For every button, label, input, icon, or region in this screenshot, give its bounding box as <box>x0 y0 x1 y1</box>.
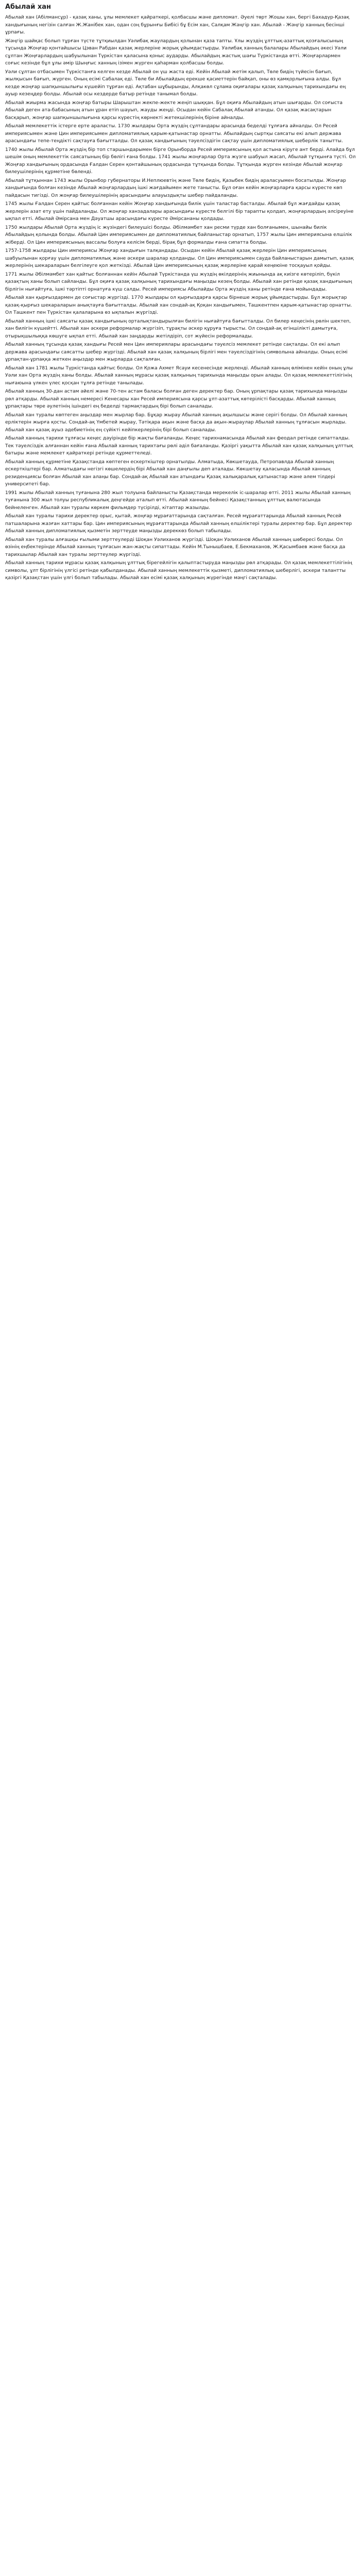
article-paragraph: Абылай ханның ішкі саясаты қазақ хандығының орталықтандырылған билігін нығайтуға бағытталды. Ол билер кеңесінің рөлін шектеп, хан билігін күшейтті. Абылай хан әскери реформалар жүргізіп, тұрақты әскер құруға тырысты. Ол сондай-ақ егіншілікті дамытуға, отырықшылыққа көшуге ықпал етті. Абылай хан заңдарды жетілдіріп, сот жүйесін реформалады. <box>5 318 351 339</box>
article-paragraph: 1745 жылы Ғалдан Серен қайтыс болғаннан кейін Жоңғар хандығында билік үшін таластар басталды. Абылай бұл жағдайды қазақ жерлерін азат ету үшін пайдаланды. Ол жоңғар ханзадалары арасындағы күресте белгілі бір тарапты қолдап, жоңғарлардың әлсіреуіне ықпал етті. Абылай Әмірсана мен Дәуатшы арасындағы күресте Әмірсананы қолдады. <box>5 201 354 222</box>
article-paragraph: Абылай хан қырғыздармен де соғыстар жүргізді. 1770 жылдары ол қырғыздарға қарсы бірнеше жорық ұйымдастырды. Бұл жорықтар қазақ-қырғыз шекараларын анықтауға бағытталды. Абылай хан сондай-ақ Қоқан хандығымен, Ташкентпен қарым-қатынастар орнатты. Ол Ташкент пен Түркістан қалаларына өз ықпалын жүргізді. <box>5 295 352 315</box>
article-paragraph: 1757-1758 жылдары Цин империясы Жоңғар хандығын талқандады. Осыдан кейін Абылай қазақ жерлерін Цин империясының шабуылынан қорғау үшін дипломатиялық және әскери шаралар қолданды. Ол Цин империясымен сауда байланыстарын дамытып, қазақ жерлерінің шекараларын белгілеуге қол жеткізді. Абылай Цин империясының қазақ жерлеріне қарай кеңеюіне тосқауыл қойды. <box>5 248 354 268</box>
article-paragraph: Абылай хан туралы көптеген аңыздар мен жырлар бар. Бұқар жырау Абылай ханның ақылшысы және серігі болды. Ол Абылай ханның ерліктерін жырға қосты. Сондай-ақ Үмбетей жырау, Тәтіқара ақын және басқа да ақын-жыраулар Абылай ханның тұлғасын жырлады. Абылай хан қазақ ауыз әдебиетінің ең сүйікті кейіпкерлерінің бірі болып саналады. <box>5 412 347 433</box>
article-paragraph: Абылай ханның тарихи мұрасы қазақ халқының ұлттық бірегейлігін қалыптастыруда маңызды рөл атқарады. Ол қазақ мемлекеттілігінің символы, ұлт бірлігінің үлгісі ретінде қабылданады. Абылай ханның мемлекеттік қызметі, дипломатиялық шеберлігі, әскери талантты қазіргі Қазақстан үшін үлгі болып табылады. Абылай хан есімі қазақ халқының жүрегінде мәңгі сақталады. <box>5 560 352 581</box>
article-body <box>5 14 356 582</box>
article-paragraph: Жәңгір шайқас болып тұрған түсте тұтқиылдан Уәлибақ жаулардың қолынан қаза тапты. Ұлы жүздің ұлттық-азаттық қозғалысының тұсында Жоңғар қонтайшысы Цэван Рабдан қазақ жерлеріне жорық ұйымдастырды. Уәлибақ ханның балалары Абылайдың әкесі Уәли сұлтан Жоңғарлардың шабуылынан Түркістан қаласына қоныс аударды. Абылайдың жастық шағы Түркістанда өтті. Жоңғарлармен соғыс кезінде бұл ұлы әмір Шыңғыс ханның ізімен жүрген қаһарман қолбасшы болды. <box>5 38 347 66</box>
article-paragraph: Абылай мемлекеттік істерге ерте араласты. 1730 жылдары Орта жүздің сұлтандары арасында беделді тұлғаға айналды. Ол Ресей империясымен және Цин империясымен дипломатиялық қарым-қатынастар орнатты. Абылайдың сыртқы саясаты екі алып держава арасындағы тепе-теңдікті сақтауға бағытталды. Ол қазақ хандығының тәуелсіздігін сақтау үшін дипломатиялық шеберлік танытты. <box>5 123 343 144</box>
article-paragraph: 1750 жылдары Абылай Орта жүздің іс жүзіндегі билеушісі болды. Әбілмәмбет хан ресми түрде хан болғанымен, шынайы билік Абылайдың қолында болды. Абылай Цин империясымен де дипломатиялық байланыстар орнатып, 1757 жылы Цин империясына елшілік жіберді. Ол Цин империясының вассалы болуға келісім берді, бірақ бұл формалды ғана сипатта болды. <box>5 224 352 245</box>
article-paragraph: Абылай ханның тұсында қазақ хандығы Ресей мен Цин империялары арасындағы тәуелсіз мемлекет ретінде сақталды. Ол екі алып держава арасындағы саясатты шебер жүргізді. Абылай хан қазақ халқының бірлігі мен тәуелсіздігінің символына айналды. Оның есімі ұрпақтан-ұрпаққа жеткен аңыздар мен жырларда сақталған. <box>5 342 348 362</box>
article-paragraph: Абылай ханның құрметіне Қазақстанда көптеген ескерткіштер орнатылды. Алматыда, Көкшетауда, Петропавлда Абылай ханның ескерткіштері бар. Алматыдағы негізгі көшелердің бірі Абылай хан даңғылы деп аталады. Көкшетау қаласында Абылай ханның резиденциясы болған Абылай хан алаңы бар. Сондай-ақ Абылай хан атындағы Қазақ халықаралық қатынастар және әлем тілдері университеті бар. <box>5 459 335 487</box>
article-paragraph: Абылай хан (Абілмансұр) - қазақ ханы, ұлы мемлекет қайраткері, қолбасшы және дипломат. Әуелі төрт Жошы хан, бергі Бахадүр-Қазақ хандығының негізін салған Ж.Жанібек хан, одан соң бұрынғы Бибісі бұ Есім хан, Салқам Жәңгір хан. Абылай - Жәңгір ханның бесінші ұрпағы. <box>5 14 350 35</box>
article-paragraph: 1991 жылы Абылай ханның туғанына 280 жыл толуына байланысты Қазақстанда мерекелік іс-шаралар өтті. 2011 жылы Абылай ханның туғанына 300 жыл толуы республикалық деңгейде аталып өтті. Абылай ханның бейнесі Қазақстанның ұлттық валютасында бейнеленген. Абылай хан туралы көркем фильмдер түсірілді, кітаптар жазылды. <box>5 489 351 511</box>
article-paragraph: Абылай ханның тарихи тұлғасы кеңес дәуірінде бір жақты бағаланды. Кеңес тарихнамасында Абылай хан феодал ретінде сипатталды. Тек тәуелсіздік алғаннан кейін ғана Абылай ханның тарихтағы рөлі әділ бағаланды. Қазіргі уақытта Абылай хан қазақ халқының ұлттық батыры және мемлекет қайраткері ретінде құрметтеледі. <box>5 435 353 456</box>
article-paragraph: 1740 жылы Абылай Орта жүздің бір топ старшындарымен бірге Орынборда Ресей империясының қол астына кіруге ант берді. Алайда бұл шешім оның мемлекеттік саясатының бір бөлігі ғана болды. 1741 жылы жоңғарлар Орта жүзге шабуыл жасап, Абылай тұтқынға түсті. Ол Жоңғар хандығының ордасында Ғалдан Серен қонтайшының ордасында тұтқында болды. Тұтқында жүрген кезінде Абылай жоңғар билеушілерінің құрметіне бөленді. <box>5 146 356 175</box>
article-paragraph: Уәли сұлтан отбасымен Түркістанға келген кезде Абылай он үш жаста еді. Кейін Абылай жетім қалып, Төле бидің түйесін бағып, жылқысын бағып, жүрген. Оның есімі Сабалақ еді. Төле би Абылайдың ерекше қасиеттерін байқап, оны өз қамқорлығына алды. Бұл кезде жоңғар шапқыншылығы күшейіп тұрған еді. Ақтабан шұбырынды, Алқакөл сұлама оқиғалары қазақ халқының тарихындағы ең ауыр кезеңдер болды. Абылай осы кездерде батыр ретінде танымал болды. <box>5 69 346 97</box>
article-paragraph: Абылай ханның 30-дан астам әйелі және 70-тен астам баласы болған деген деректер бар. Оның ұрпақтары қазақ тарихында маңызды рөл атқарды. Абылай ханның немересі Кенесары хан Ресей империясына қарсы ұлт-азаттық көтерілісті басқарды. Абылай ханның ұрпақтары төре әулетінің ішіндегі ең беделді тармақтардың бірі болып саналады. <box>5 388 348 409</box>
article-paragraph: Абылай хан 1781 жылы Түркістанда қайтыс болды. Ол Қожа Ахмет Ясауи кесенесінде жерленді. Абылай ханның өлімінен кейін оның ұлы Уәли хан Орта жүздің ханы болды. Абылай ханның мұрасы қазақ халқының тарихында маңызды орын алады. Ол қазақ мемлекеттілігінің нығаюына үлкен үлес қосқан тұлға ретінде танылады. <box>5 365 353 386</box>
article <box>0 0 361 588</box>
article-title: Абылай хан <box>5 3 51 11</box>
article-paragraph: Абылай хан туралы алғашқы ғылыми зерттеулерді Шоқан Уәлиханов жүргізді. Шоқан Уәлиханов Абылай ханның шөбересі болды. Ол өзінің еңбектерінде Абылай ханның тұлғасын жан-жақты сипаттады. Кейін М.Тынышбаев, Е.Бекмаханов, Ж.Қасымбаев және басқа да тарихшылар Абылай хан туралы зерттеулер жүргізді. <box>5 536 346 557</box>
article-paragraph: Абылай тұтқыннан 1743 жылы Орынбор губернаторы И.Неплюевтің және Төле бидің, Қазыбек бидің араласуымен босатылды. Жоңғар хандығында болған кезінде Абылай жоңғарлардың ішкі жағдайымен жете танысты. Бұл оған кейін жоңғарларға қарсы күресте көп пайдасын тигізді. Ол жоңғар билеушілерінің арасындағы алауыздықты шебер пайдаланды. <box>5 177 346 198</box>
article-paragraph: Абылай хан туралы тарихи деректер орыс, қытай, жоңғар мұрағаттарында сақталған. Ресей мұрағаттарында Абылай ханның Ресей патшаларына жазған хаттары бар. Цин империясының мұрағаттарында Абылай ханның елшіліктері туралы деректер бар. Бұл деректер Абылай ханның дипломатиялық қызметін зерттеуде маңызды дереккөз болып табылады. <box>5 513 352 534</box>
article-paragraph: Абылай жиырма жасында жоңғар батыры Шарыштан жекпе-жекте жеңіп шыққан. Бұл оқиға Абылайдың атын шығарды. Ол соғыста Абылай деген ата-бабасының атын ұран етіп шауып, жауды жеңді. Осыдан кейін Сабалақ Абылай атанды. Ол қазақ жасақтарын басқарып, жоңғар шапқыншылығына қарсы күрестің көрнекті жетекшілерінің біріне айналды. <box>5 99 343 121</box>
article-paragraph: 1771 жылы Әбілмәмбет хан қайтыс болғаннан кейін Абылай Түркістанда үш жүздің өкілдерінің жиынында ақ киізге көтеріліп, бүкіл қазақтың ханы болып сайланды. Бұл оқиға қазақ халқының тарихындағы маңызды кезең болды. Абылай хан ретінде қазақ хандығының бірлігін нығайтуға, ішкі тәртіпті орнатуға күш салды. Ресей империясы Абылайды Орта жүздің ханы ретінде ғана мойындады. <box>5 271 352 292</box>
